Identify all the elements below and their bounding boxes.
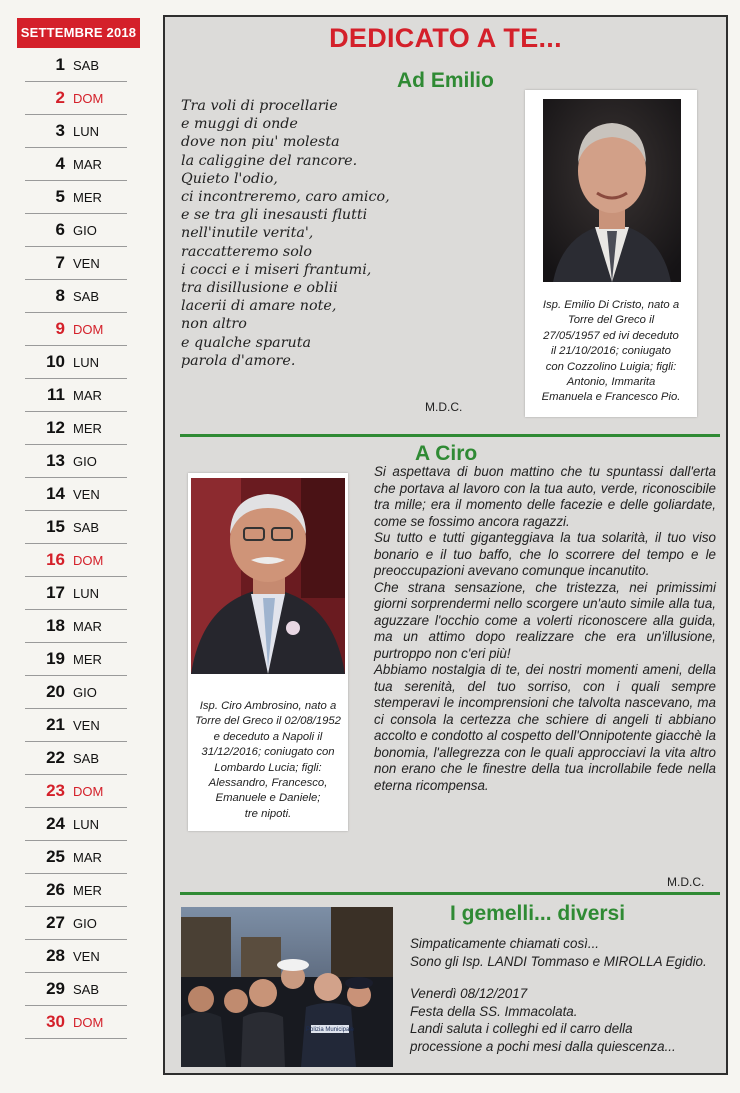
- poem-line: parola d'amore.: [181, 352, 296, 369]
- poem-line: dove non piu' molesta: [181, 134, 340, 151]
- calendar-day-number: 6: [55, 220, 65, 239]
- caption-line: Isp. Emilio Di Cristo, nato a: [542, 299, 680, 311]
- calendar-day-number: 13: [46, 451, 65, 470]
- emilio-photo-card: [525, 90, 697, 417]
- calendar-day-row: [25, 511, 127, 544]
- calendar-weekday: MAR: [73, 849, 102, 865]
- dedication-panel: [163, 15, 728, 1075]
- calendar-day-row: [25, 346, 127, 379]
- calendar-weekday: SAB: [73, 981, 100, 997]
- emilio-signature: M.D.C.: [425, 400, 463, 414]
- ciro-paragraph: Su tutto e tutti giganteggiava la tua solarità, il tuo viso bonario e il tuo baffo, che lo scorrere del tempo e le preoccupazioni avevano comunque incanutito.: [374, 530, 716, 578]
- calendar-weekday: DOM: [73, 321, 104, 337]
- calendar-day-row: [25, 1006, 127, 1039]
- calendar-day-number: 30: [46, 1012, 65, 1031]
- caption-line: Lombardo Lucia; figli:: [214, 761, 322, 774]
- gemelli-gap: [410, 970, 720, 985]
- calendar-weekday: DOM: [73, 90, 104, 106]
- poem-line: non altro: [181, 316, 247, 333]
- calendar-weekday: MAR: [73, 618, 102, 634]
- calendar-month-label: SETTEMBRE 2018: [17, 18, 140, 48]
- calendar-weekday: LUN: [73, 123, 100, 139]
- poem-line: raccatteremo solo: [181, 243, 312, 260]
- calendar-day-row: [25, 709, 127, 742]
- gemelli-line: processione a pochi mesi dalla quiescenza...: [410, 1038, 676, 1054]
- calendar-day-number: 1: [55, 55, 65, 74]
- caption-line: Isp. Ciro Ambrosino, nato a: [199, 700, 337, 712]
- calendar-weekday: MAR: [73, 156, 102, 172]
- calendar-weekday: SAB: [73, 519, 100, 535]
- poem-line: lacerii di amare note,: [181, 298, 337, 315]
- calendar-day-row: [25, 280, 127, 313]
- poem-line: i cocci e i miseri frantumi,: [181, 261, 372, 278]
- calendar-weekday: SAB: [73, 57, 100, 73]
- caption-line: Torre del Greco il 02/08/1952: [195, 715, 341, 728]
- poem-line: nell'inutile verita',: [181, 225, 314, 242]
- calendar-day-row: [25, 676, 127, 709]
- calendar-day-row: [25, 544, 127, 577]
- jacket-lettering: Polizia Municipale: [305, 1027, 355, 1033]
- calendar-day-number: 2: [55, 88, 65, 107]
- calendar-day-row: [25, 742, 127, 775]
- calendar-day-row: [25, 874, 127, 907]
- divider-1: [180, 434, 720, 437]
- calendar-day-row: [25, 445, 127, 478]
- calendar-weekday: GIO: [73, 915, 97, 931]
- ciro-paragraph: Si aspettava di buon mattino che tu spuntassi dall'erta che portava al lavoro con la tua auto, verde, riconoscibile tra mille; era il momento delle facezie e delle goliardate, come se fossimo ancora ragazzi.: [374, 464, 716, 529]
- calendar-day-number: 7: [55, 253, 65, 272]
- calendar-strip: [17, 18, 140, 1039]
- calendar-weekday: GIO: [73, 222, 97, 238]
- calendar-day-number: 16: [46, 550, 65, 569]
- caption-line: Emanuela e Francesco Pio.: [541, 391, 681, 404]
- calendar-day-number: 17: [46, 583, 65, 602]
- calendar-day-number: 18: [46, 616, 65, 635]
- calendar-day-row: [25, 181, 127, 214]
- calendar-day-row: [25, 841, 127, 874]
- caption-line: Torre del Greco il: [567, 314, 655, 327]
- poem-line: e qualche sparuta: [181, 334, 312, 351]
- caption-line: Emanuele e Daniele;: [215, 792, 321, 805]
- calendar-day-row: [25, 214, 127, 247]
- calendar-weekday: GIO: [73, 453, 97, 469]
- calendar-weekday: MAR: [73, 387, 102, 403]
- ciro-caption: [191, 699, 345, 822]
- calendar-day-number: 14: [46, 484, 65, 503]
- calendar-day-row: [25, 973, 127, 1006]
- ciro-text: [374, 464, 716, 794]
- emilio-portrait: [543, 99, 681, 282]
- poem-line: e muggi di onde: [181, 116, 298, 133]
- ciro-paragraph: Che strana sensazione, che tristezza, nei primissimi giorni sorprendermi nello scorgere un'auto simile alla tua, aguzzare l'occhio come a volerti riconoscere alla guida, ma un attimo dopo realizzare che era un'illusione, purtroppo non c'eri più!: [374, 579, 716, 661]
- calendar-day-row: [25, 577, 127, 610]
- caption-line: tre nipoti.: [244, 807, 292, 820]
- ciro-signature: M.D.C.: [667, 875, 705, 889]
- calendar-weekday: LUN: [73, 816, 100, 832]
- calendar-weekday: DOM: [73, 1014, 104, 1030]
- calendar-day-row: [25, 379, 127, 412]
- calendar-day-number: 10: [46, 352, 65, 371]
- calendar-weekday: MER: [73, 651, 102, 667]
- calendar-day-row: [25, 907, 127, 940]
- gemelli-line: Landi saluta i colleghi ed il carro della: [410, 1021, 633, 1036]
- calendar-day-number: 19: [46, 649, 65, 668]
- calendar-weekday: LUN: [73, 585, 100, 601]
- calendar-day-number: 24: [46, 814, 65, 833]
- caption-line: il 21/10/2016; coniugato: [551, 345, 671, 358]
- caption-line: Alessandro, Francesco,: [208, 777, 328, 790]
- calendar-day-row: [25, 49, 127, 82]
- calendar-weekday: VEN: [73, 717, 100, 733]
- calendar-day-row: [25, 247, 127, 280]
- calendar-weekday: DOM: [73, 552, 104, 568]
- calendar-day-row: [25, 313, 127, 346]
- calendar-day-row: [25, 478, 127, 511]
- gemelli-intro: [410, 935, 720, 970]
- calendar-weekday: VEN: [73, 486, 100, 502]
- poem-line: Tra voli di procellarie: [181, 98, 338, 114]
- calendar-weekday: VEN: [73, 255, 100, 271]
- calendar-day-number: 23: [46, 781, 65, 800]
- poem-line: e se tra gli inesausti flutti: [181, 207, 368, 224]
- ciro-portrait: [191, 478, 345, 674]
- calendar-day-row: [25, 148, 127, 181]
- gemelli-event: [410, 985, 720, 1055]
- gemelli-text: [410, 935, 720, 1055]
- calendar-weekday: SAB: [73, 288, 100, 304]
- ciro-heading: A Ciro: [415, 442, 478, 465]
- calendar-weekday: MER: [73, 189, 102, 205]
- calendar-day-number: 3: [55, 121, 65, 140]
- caption-line: con Cozzolino Luigia; figli:: [545, 360, 677, 373]
- calendar-day-row: [25, 808, 127, 841]
- calendar-weekday: LUN: [73, 354, 100, 370]
- gemelli-line: Simpaticamente chiamati così...: [410, 936, 600, 951]
- caption-line: 27/05/1957 ed ivi deceduto: [543, 329, 679, 342]
- poem-line: la caliggine del rancore.: [181, 152, 358, 169]
- calendar-weekday: GIO: [73, 684, 97, 700]
- calendar-day-row: [25, 643, 127, 676]
- calendar-day-number: 26: [46, 880, 65, 899]
- calendar-day-number: 25: [46, 847, 65, 866]
- calendar-day-number: 8: [55, 286, 65, 305]
- calendar-day-row: [25, 412, 127, 445]
- poem-line: Quieto l'odio,: [181, 170, 278, 187]
- gemelli-line: Venerdì 08/12/2017: [410, 986, 528, 1001]
- calendar-day-number: 22: [46, 748, 65, 767]
- emilio-heading: Ad Emilio: [397, 69, 494, 92]
- calendar-weekday: VEN: [73, 948, 100, 964]
- gemelli-heading: I gemelli... diversi: [450, 902, 626, 925]
- divider-2: [180, 892, 720, 895]
- calendar-day-number: 20: [46, 682, 65, 701]
- calendar-day-number: 12: [46, 418, 65, 437]
- poem-line: ci incontreremo, caro amico,: [181, 189, 390, 206]
- calendar-day-number: 21: [46, 715, 65, 734]
- ciro-paragraph: Abbiamo nostalgia di te, dei nostri momenti ameni, della tua serenità, del tuo sorriso, con i quali sempre stemperavi le incomprensioni che talvolta nascevano, ma ci consola la certezza che schiere di angeli ti abbiano accolto e condotto al cospetto dell'Onnipotente giacchè la bonomia, l'allegrezza con le quali approcciavi la vita altro non erano che le finestre della tua incrollabile fede nella eterna ricompensa.: [374, 662, 716, 793]
- calendar-day-number: 15: [46, 517, 65, 536]
- calendar-day-number: 27: [46, 913, 65, 932]
- calendar-day-row: [25, 940, 127, 973]
- emilio-poem: [181, 97, 511, 370]
- poem-line: tra disillusione e oblii: [181, 280, 338, 297]
- ciro-photo-card: [188, 473, 348, 831]
- calendar-weekday: DOM: [73, 783, 104, 799]
- caption-line: e deceduto a Napoli il: [213, 730, 323, 743]
- gemelli-line: Festa della SS. Immacolata.: [410, 1003, 578, 1019]
- gemelli-photo: [181, 907, 393, 1067]
- calendar-day-row: [25, 775, 127, 808]
- calendar-weekday: SAB: [73, 750, 100, 766]
- calendar-day-row: [25, 82, 127, 115]
- calendar-days: [17, 49, 140, 1039]
- calendar-day-number: 11: [47, 385, 65, 404]
- caption-line: Antonio, Immarita: [566, 376, 656, 389]
- calendar-weekday: MER: [73, 882, 102, 898]
- calendar-day-row: [25, 115, 127, 148]
- calendar-day-row: [25, 610, 127, 643]
- calendar-day-number: 4: [55, 154, 65, 173]
- calendar-day-number: 28: [46, 946, 65, 965]
- page-title: DEDICATO A TE...: [329, 23, 562, 53]
- calendar-day-number: 5: [55, 187, 65, 206]
- calendar-day-number: 29: [46, 979, 65, 998]
- gemelli-line: Sono gli Isp. LANDI Tommaso e MIROLLA Egidio.: [410, 953, 707, 969]
- calendar-day-number: 9: [55, 319, 65, 338]
- emilio-caption: [529, 298, 693, 406]
- caption-line: 31/12/2016; coniugato con: [201, 746, 335, 759]
- calendar-weekday: MER: [73, 420, 102, 436]
